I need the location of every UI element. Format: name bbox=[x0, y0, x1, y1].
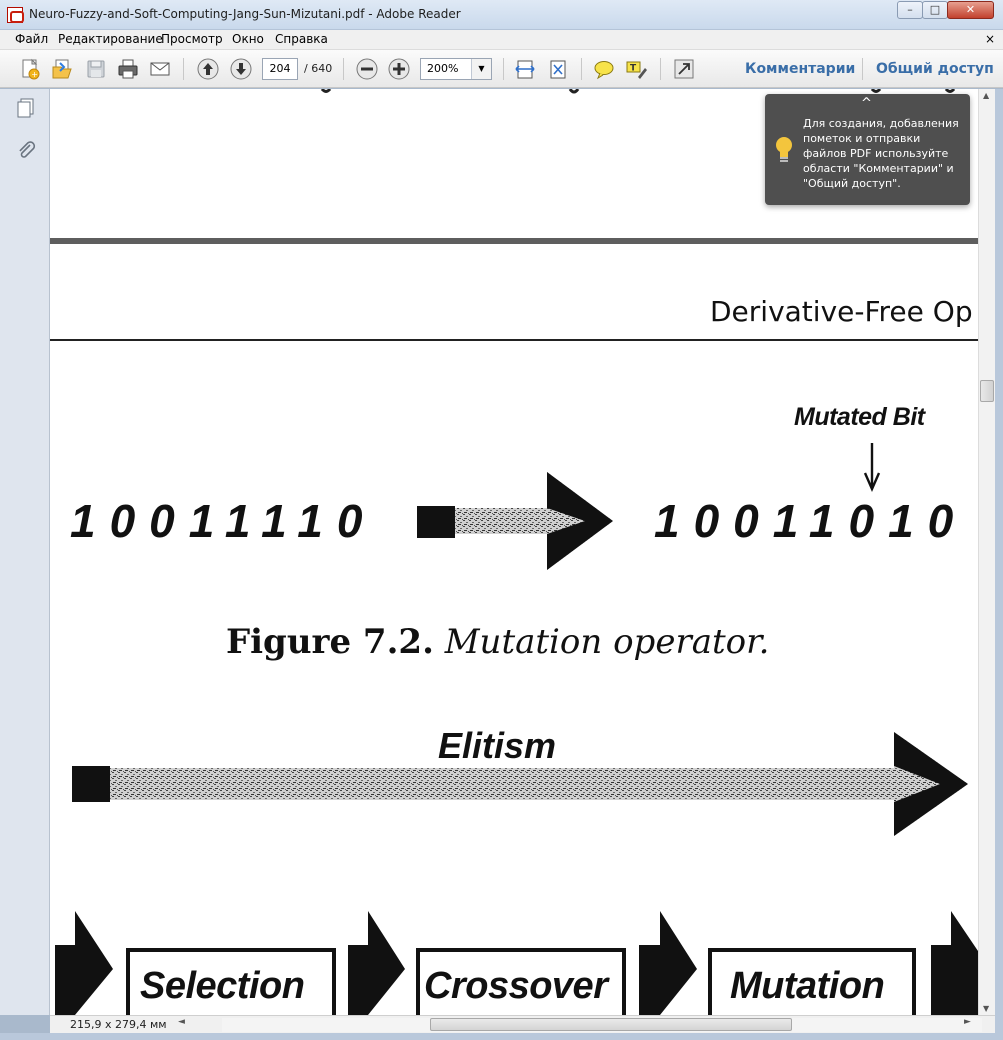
navigation-pane bbox=[0, 89, 50, 1015]
toolbar-separator bbox=[660, 58, 661, 80]
vertical-scroll-thumb[interactable] bbox=[980, 380, 994, 402]
elitism-arrow bbox=[70, 730, 972, 838]
tooltip-collapse-icon[interactable]: ^ bbox=[861, 96, 872, 111]
toolbar-separator bbox=[862, 58, 863, 80]
menu-window[interactable]: Окно bbox=[232, 32, 264, 46]
stage-selection-label: Selection bbox=[140, 965, 305, 1007]
close-button[interactable]: ✕ bbox=[947, 1, 994, 19]
chevron-down-icon[interactable]: ▼ bbox=[471, 59, 491, 79]
highlight-icon[interactable] bbox=[624, 57, 648, 81]
scroll-right-icon[interactable]: ► bbox=[964, 1017, 971, 1027]
window-frame-bottom bbox=[0, 1033, 1003, 1040]
running-head: Derivative-Free Op bbox=[710, 295, 973, 328]
lightbulb-icon bbox=[775, 136, 793, 164]
scroll-up-icon[interactable]: ▲ bbox=[983, 91, 990, 100]
menu-edit[interactable]: Редактирование bbox=[58, 32, 163, 46]
scroll-down-icon[interactable]: ▼ bbox=[983, 1004, 990, 1013]
toolbar-separator bbox=[581, 58, 582, 80]
stage-mutation-label: Mutation bbox=[730, 965, 885, 1007]
bits-after: 10011010 bbox=[654, 495, 968, 547]
horizontal-scroll-thumb[interactable] bbox=[430, 1018, 792, 1031]
vertical-scrollbar[interactable] bbox=[978, 89, 995, 1015]
pages-panel-icon[interactable] bbox=[15, 97, 37, 119]
status-bar bbox=[50, 1015, 995, 1033]
zoom-value: 200% bbox=[427, 62, 459, 75]
attachments-icon[interactable] bbox=[15, 139, 37, 161]
pdf-app-icon bbox=[7, 7, 23, 23]
tooltip-text: Для создания, добавления пометок и отправки файлов PDF используйте области "Комментарии" и "Общий доступ". bbox=[803, 117, 959, 190]
toolbar-separator bbox=[503, 58, 504, 80]
minimize-button[interactable]: – bbox=[897, 1, 923, 19]
save-icon[interactable] bbox=[84, 57, 108, 81]
figure-label: Figure 7.2. bbox=[226, 622, 434, 662]
fullscreen-icon[interactable] bbox=[672, 57, 696, 81]
comments-link[interactable]: Комментарии bbox=[745, 61, 856, 77]
menu-file[interactable]: Файл bbox=[15, 32, 49, 46]
toolbar bbox=[0, 50, 1003, 88]
toolbar-separator bbox=[343, 58, 344, 80]
maximize-button[interactable]: □ bbox=[922, 1, 948, 19]
comments-share-tooltip bbox=[765, 94, 970, 205]
prev-page-icon[interactable] bbox=[196, 57, 220, 81]
page-number-input[interactable]: 204 bbox=[262, 58, 298, 80]
scroll-left-icon[interactable]: ◄ bbox=[178, 1017, 185, 1027]
stage-crossover bbox=[416, 948, 626, 1015]
svg-text:T: T bbox=[630, 63, 637, 74]
mutated-bit-label: Mutated Bit bbox=[794, 403, 925, 431]
figure-caption-text: Mutation operator. bbox=[444, 622, 770, 662]
open-icon[interactable] bbox=[50, 57, 74, 81]
create-pdf-icon[interactable] bbox=[18, 57, 42, 81]
zoom-select[interactable] bbox=[420, 58, 492, 80]
svg-text:+: + bbox=[31, 70, 39, 79]
comment-icon[interactable] bbox=[592, 57, 616, 81]
figure-caption bbox=[226, 622, 769, 662]
fit-page-icon[interactable] bbox=[546, 57, 570, 81]
page-size-readout: 215,9 x 279,4 мм bbox=[70, 1018, 167, 1031]
print-icon[interactable] bbox=[116, 57, 140, 81]
horizontal-scrollbar[interactable] bbox=[222, 1018, 982, 1032]
elitism-label: Elitism bbox=[438, 725, 557, 766]
stage-mutation bbox=[708, 948, 916, 1015]
stage-crossover-label: Crossover bbox=[424, 965, 608, 1007]
menu-bar bbox=[0, 30, 1003, 50]
page-total: / 640 bbox=[304, 62, 333, 75]
email-icon[interactable] bbox=[148, 57, 172, 81]
window-frame-right bbox=[995, 89, 1003, 1040]
toolbar-separator bbox=[183, 58, 184, 80]
share-link[interactable]: Общий доступ bbox=[876, 61, 994, 77]
document-view[interactable] bbox=[50, 89, 978, 1015]
fit-width-icon[interactable] bbox=[513, 57, 537, 81]
mutation-arrow bbox=[415, 472, 615, 570]
menu-close-button[interactable]: × bbox=[984, 32, 995, 46]
mutated-bit-pointer bbox=[862, 441, 882, 493]
page-break-rule bbox=[50, 238, 978, 244]
next-page-icon[interactable] bbox=[229, 57, 253, 81]
window-title: Neuro-Fuzzy-and-Soft-Computing-Jang-Sun-Mizutani.pdf - Adobe Reader bbox=[29, 7, 461, 21]
stage-selection bbox=[126, 948, 336, 1015]
menu-view[interactable]: Просмотр bbox=[161, 32, 223, 46]
zoom-out-icon[interactable] bbox=[355, 57, 379, 81]
menu-help[interactable]: Справка bbox=[275, 32, 328, 46]
header-rule bbox=[50, 339, 978, 341]
zoom-in-icon[interactable] bbox=[387, 57, 411, 81]
title-bar bbox=[0, 0, 1003, 30]
bits-before: 10011110 bbox=[70, 495, 377, 547]
